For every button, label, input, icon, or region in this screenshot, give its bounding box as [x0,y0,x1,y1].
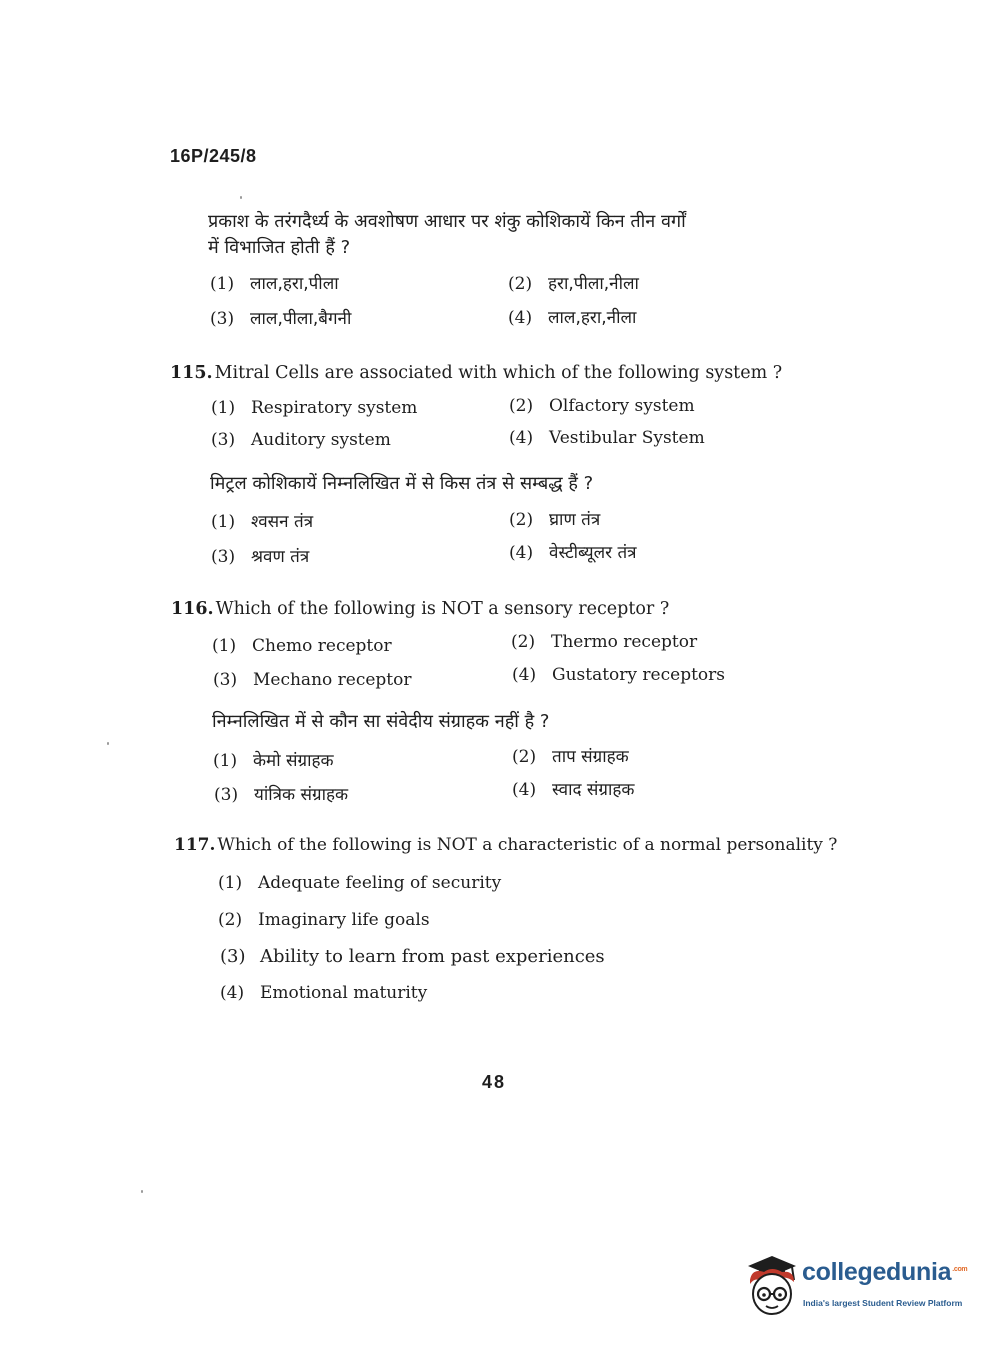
scan-speck [107,742,109,745]
q116-option-3: (3) Mechano receptor [213,670,412,690]
q114-hindi-line1: प्रकाश के तरंगदैर्ध्य के अवशोषण आधार पर शंकु कोशिकायें किन तीन वर्गों [208,211,686,232]
brand-tagline: India's largest Student Review Platform [803,1298,963,1308]
q115-option-4: (4) Vestibular System [509,428,705,448]
q116-option-1: (1) Chemo receptor [212,636,392,656]
q114-option-1: (1) लाल,हरा,पीला [210,274,339,294]
mascot-icon [742,1252,800,1318]
q115-hindi-option-1: (1) श्वसन तंत्र [211,512,314,532]
q116-option-4: (4) Gustatory receptors [512,665,725,685]
q116-hindi-option-2: (2) ताप संग्राहक [512,747,629,767]
q117-question: 117. Which of the following is NOT a characteristic of a normal personality ? [174,835,838,855]
q114-hindi-line2: में विभाजित होती हैं ? [208,237,351,258]
q115-option-3: (3) Auditory system [211,430,391,450]
collegedunia-logo [742,1252,972,1320]
brand-suffix: .com [952,1265,968,1273]
q117-option-3: (3) Ability to learn from past experiences [220,946,605,967]
paper-code: 16P/245/8 [170,146,257,166]
brand-name: collegedunia$^{.com}$ [802,1258,968,1286]
scan-speck [240,196,242,199]
q115-hindi-question: मिट्रल कोशिकायें निम्नलिखित में से किस तंत्र से सम्बद्ध हैं ? [210,473,594,494]
q115-option-2: (2) Olfactory system [509,396,695,416]
q117-option-1: (1) Adequate feeling of security [218,873,502,893]
q116-hindi-option-4: (4) स्वाद संग्राहक [512,780,635,800]
page-number: 48 [482,1072,507,1092]
q116-hindi-question: निम्नलिखित में से कौन सा संवेदीय संग्राहक नहीं है ? [212,711,550,732]
q115-hindi-option-4: (4) वेस्टीब्यूलर तंत्र [509,543,637,563]
q115-option-1: (1) Respiratory system [211,398,418,418]
q116-hindi-option-1: (1) केमो संग्राहक [213,751,334,771]
q115-question: 115. Mitral Cells are associated with which of the following system ? [170,363,783,383]
scan-speck [141,1190,143,1193]
q114-option-2: (2) हरा,पीला,नीला [508,274,639,294]
q116-option-2: (2) Thermo receptor [511,632,698,652]
q116-question: 116. Which of the following is NOT a sensory receptor ? [171,599,670,619]
q116-hindi-option-3: (3) यांत्रिक संग्राहक [214,785,349,805]
q117-option-2: (2) Imaginary life goals [218,910,430,930]
q115-hindi-option-3: (3) श्रवण तंत्र [211,547,310,567]
q117-option-4: (4) Emotional maturity [220,983,428,1003]
q114-option-4: (4) लाल,हरा,नीला [508,308,637,328]
q115-hindi-option-2: (2) घ्राण तंत्र [509,510,601,530]
q114-option-3: (3) लाल,पीला,बैगनी [210,309,352,329]
